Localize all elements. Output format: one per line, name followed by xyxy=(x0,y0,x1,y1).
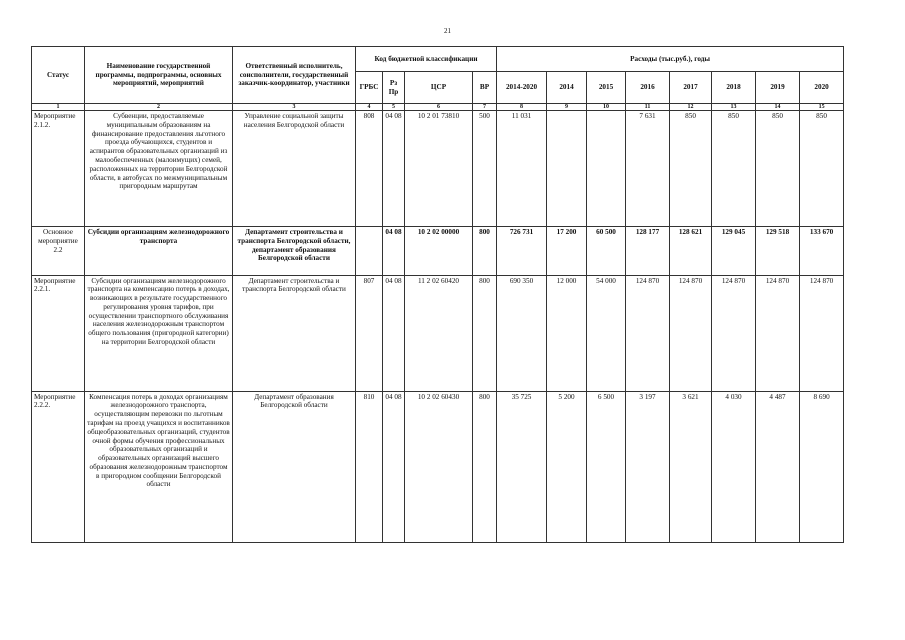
row-rzpr: 04 08 xyxy=(383,111,405,227)
column-number: 14 xyxy=(756,104,800,111)
row-grbs xyxy=(356,227,383,275)
column-number: 1 xyxy=(32,104,85,111)
row-value: 133 670 xyxy=(800,227,844,275)
row-value: 54 000 xyxy=(587,275,626,391)
column-number: 8 xyxy=(497,104,547,111)
header-status: Статус xyxy=(32,47,85,104)
column-number: 7 xyxy=(473,104,497,111)
table-row xyxy=(32,111,844,227)
header-year: 2014 xyxy=(547,72,587,104)
row-value: 124 870 xyxy=(626,275,670,391)
row-rzpr: 04 08 xyxy=(383,391,405,542)
header-year: 2014-2020 xyxy=(497,72,547,104)
row-vr: 500 xyxy=(473,111,497,227)
row-status: Основное мероприятие 2.2 xyxy=(32,227,85,275)
row-grbs: 807 xyxy=(356,275,383,391)
row-value: 4 030 xyxy=(712,391,756,542)
row-name: Субсидии организациям железнодорожного транспорта xyxy=(85,227,233,275)
header-expenses: Расходы (тыс.руб.), годы xyxy=(497,47,844,72)
column-number: 13 xyxy=(712,104,756,111)
column-number: 15 xyxy=(800,104,844,111)
row-value xyxy=(587,111,626,227)
header-year: 2016 xyxy=(626,72,670,104)
row-vr: 800 xyxy=(473,391,497,542)
row-executor: Департамент образования Белгородской области xyxy=(233,391,356,542)
row-value: 129 518 xyxy=(756,227,800,275)
row-value: 12 000 xyxy=(547,275,587,391)
column-number: 2 xyxy=(85,104,233,111)
row-value: 8 690 xyxy=(800,391,844,542)
header-year: 2019 xyxy=(756,72,800,104)
row-value xyxy=(547,111,587,227)
row-rzpr: 04 08 xyxy=(383,227,405,275)
row-value: 6 500 xyxy=(587,391,626,542)
row-value: 7 631 xyxy=(626,111,670,227)
row-status: Мероприятие 2.1.2. xyxy=(32,111,85,227)
header-year: 2020 xyxy=(800,72,844,104)
row-value: 128 621 xyxy=(670,227,712,275)
row-value: 4 487 xyxy=(756,391,800,542)
row-csr: 10 2 01 73810 xyxy=(405,111,473,227)
page-number: 21 xyxy=(444,27,451,35)
header-budget-code: Код бюджетной классификации xyxy=(356,47,497,72)
budget-table xyxy=(31,46,844,543)
header-year: 2017 xyxy=(670,72,712,104)
row-value: 850 xyxy=(670,111,712,227)
row-name: Субсидии организациям железнодорожного транспорта на компенсацию потерь в доходах, возникающих в результате государственного регулирования уровня тарифов, при осуществлении транспортного обслуживания населения железнодорожным транспортом общего пользования (пригородной категории) на территории Белгородской области xyxy=(85,275,233,391)
row-value: 11 031 xyxy=(497,111,547,227)
row-vr: 800 xyxy=(473,227,497,275)
row-grbs: 808 xyxy=(356,111,383,227)
header-code-vr: ВР xyxy=(473,72,497,104)
table-row xyxy=(32,275,844,391)
table-row xyxy=(32,391,844,542)
row-value: 850 xyxy=(712,111,756,227)
row-value: 5 200 xyxy=(547,391,587,542)
row-executor: Департамент строительства и транспорта Белгородской области, департамент образования Белгородской области xyxy=(233,227,356,275)
header-code-csr: ЦСР xyxy=(405,72,473,104)
row-value: 124 870 xyxy=(670,275,712,391)
row-value: 129 045 xyxy=(712,227,756,275)
row-csr: 11 2 02 60420 xyxy=(405,275,473,391)
header-program-name: Наименование государственной программы, подпрограммы, основных мероприятий, мероприятий xyxy=(85,47,233,104)
column-number: 12 xyxy=(670,104,712,111)
row-value: 850 xyxy=(800,111,844,227)
header-executor: Ответственный исполнитель, соисполнители, государственный заказчик-координатор, участники xyxy=(233,47,356,104)
row-executor: Департамент строительства и транспорта Белгородской области xyxy=(233,275,356,391)
row-rzpr: 04 08 xyxy=(383,275,405,391)
row-value: 35 725 xyxy=(497,391,547,542)
column-number: 5 xyxy=(383,104,405,111)
row-value: 60 500 xyxy=(587,227,626,275)
header-code-grbs: ГРБС xyxy=(356,72,383,104)
column-number: 11 xyxy=(626,104,670,111)
header-year: 2018 xyxy=(712,72,756,104)
row-value: 690 350 xyxy=(497,275,547,391)
row-value: 3 197 xyxy=(626,391,670,542)
header-year: 2015 xyxy=(587,72,626,104)
table-row xyxy=(32,227,844,275)
header-code-rzpr: Рз Пр xyxy=(383,72,405,104)
column-number: 6 xyxy=(405,104,473,111)
row-value: 124 870 xyxy=(800,275,844,391)
row-value: 124 870 xyxy=(756,275,800,391)
row-csr: 10 2 02 60430 xyxy=(405,391,473,542)
row-value: 128 177 xyxy=(626,227,670,275)
row-value: 124 870 xyxy=(712,275,756,391)
row-name: Компенсация потерь в доходах организациям железнодорожного транспорта, осуществляющим перевозки по льготным тарифам на проезд учащихся и воспитанников общеобразовательных организаций, студентов очной формы обучения профессиональных образовательных организаций и образовательных организаций высшего образования железнодорожным транспортом в пригородном сообщении Белгородской области xyxy=(85,391,233,542)
row-grbs: 810 xyxy=(356,391,383,542)
column-number: 10 xyxy=(587,104,626,111)
row-value: 850 xyxy=(756,111,800,227)
row-value: 726 731 xyxy=(497,227,547,275)
column-number: 3 xyxy=(233,104,356,111)
column-number: 9 xyxy=(547,104,587,111)
row-executor: Управление социальной защиты населения Белгородской области xyxy=(233,111,356,227)
row-status: Мероприятие 2.2.2. xyxy=(32,391,85,542)
row-name: Субвенции, предоставляемые муниципальным образованиям на финансирование предоставления льготного проезда обучающихся, студентов и аспирантов образовательных организаций из малообеспеченных (малоимущих) семей, расположенных на территории Белгородской области, в автобусах по межмуниципальным пригородным маршрутам xyxy=(85,111,233,227)
row-value: 3 621 xyxy=(670,391,712,542)
column-number: 4 xyxy=(356,104,383,111)
row-csr: 10 2 02 00000 xyxy=(405,227,473,275)
column-number-row xyxy=(32,104,844,111)
row-vr: 800 xyxy=(473,275,497,391)
row-value: 17 200 xyxy=(547,227,587,275)
row-status: Мероприятие 2.2.1. xyxy=(32,275,85,391)
